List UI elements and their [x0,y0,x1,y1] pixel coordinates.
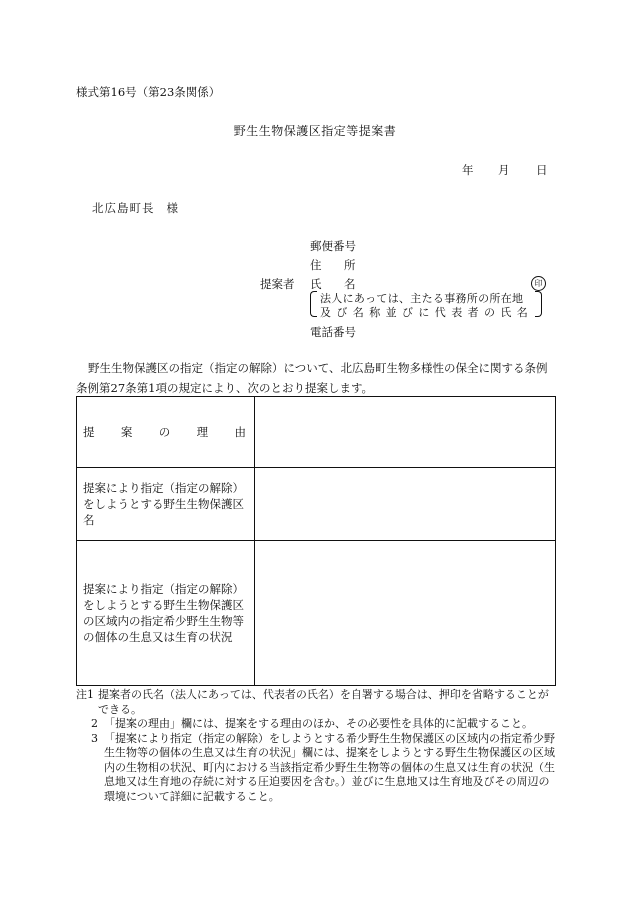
note-3-number: 3 [91,731,98,745]
date-day-label: 日 [536,163,548,177]
habitat-status-field[interactable] [255,541,556,686]
addressee [92,200,179,216]
note-2 [76,717,558,732]
table-row-habitat-status [77,541,556,686]
reason-label-char: 由 [234,425,246,439]
note-3 [76,732,558,805]
address-label-1: 住 [310,258,322,272]
table-row-reason [77,397,556,468]
seal-mark: 印 [531,276,546,291]
note-1 [76,688,558,717]
proposer-label: 提案者 [260,277,295,291]
reason-label-char: の [158,425,171,439]
reason-label-char: 案 [120,425,133,439]
reason-label-char: 提 [83,425,95,439]
body-line-1: 野生生物保護区の指定（指定の解除）について、北広島町生物多様性の保全に関する条例 [88,361,548,375]
corporation-note [310,290,542,318]
area-name-field[interactable] [255,468,556,541]
phone-number-label: 電話番号 [310,325,356,339]
left-bracket [310,291,317,317]
table-row-area-name [77,468,556,541]
document-title: 野生生物保護区指定等提案書 [233,124,397,138]
form-number: 様式第16号（第23条関係） [76,85,221,99]
postal-code-label: 郵便番号 [310,239,356,253]
body-text [76,358,556,398]
note-1-text: 提案者の氏名（法人にあっては、代表者の氏名）を自署する場合は、押印を省略することができる。 [98,688,549,716]
address-label-2: 所 [344,258,356,272]
note-3-text: 「提案により指定（指定の解除）をしようとする希少野生生物保護区の区域内の指定希少野生生物等の個体の生息又は生育の状況」欄には、提案をしようとする野生生物保護区の区域内の生物相の状況、町内における当該指定希少野生生物等の個体の生息又は生育の状況（生息地又は生育地の存続に対する圧迫要因を含む。）並びに生息地又は生育地及びその周辺の環境について詳細に記載すること。 [104,731,555,803]
proposal-table [76,396,556,686]
name-label-2: 名 [344,277,356,291]
notes [76,688,558,804]
body-line-2: 条例第27条第1項の規定により、次のとおり提案します。 [76,381,374,395]
corporation-note-line-2: 及び名称並びに代表者の氏名 [320,306,534,319]
reason-label-char: 理 [196,425,209,439]
area-name-label: 提案により指定（指定の解除）をしようとする野生生物保護区名 [77,468,255,541]
addressee-honorific: 様 [166,201,179,215]
habitat-status-label: 提案により指定（指定の解除）をしようとする野生生物保護区の区域内の指定希少野生生物等の個体の生息又は生育の状況 [77,541,255,686]
reason-field[interactable] [255,397,556,468]
note-2-text: 「提案の理由」欄には、提案をする理由のほか、その必要性を具体的に記載すること。 [104,717,533,730]
name-label-1: 氏 [310,277,322,291]
date-month-label: 月 [498,163,510,177]
date-year-label: 年 [462,163,474,177]
note-1-number: 注1 [76,688,94,701]
addressee-name: 北広島町長 [92,201,155,215]
corporation-note-line-1: 法人にあっては、主たる事務所の所在地 [320,292,524,305]
note-2-number: 2 [91,717,98,730]
reason-label [77,397,255,468]
right-bracket [535,291,542,317]
